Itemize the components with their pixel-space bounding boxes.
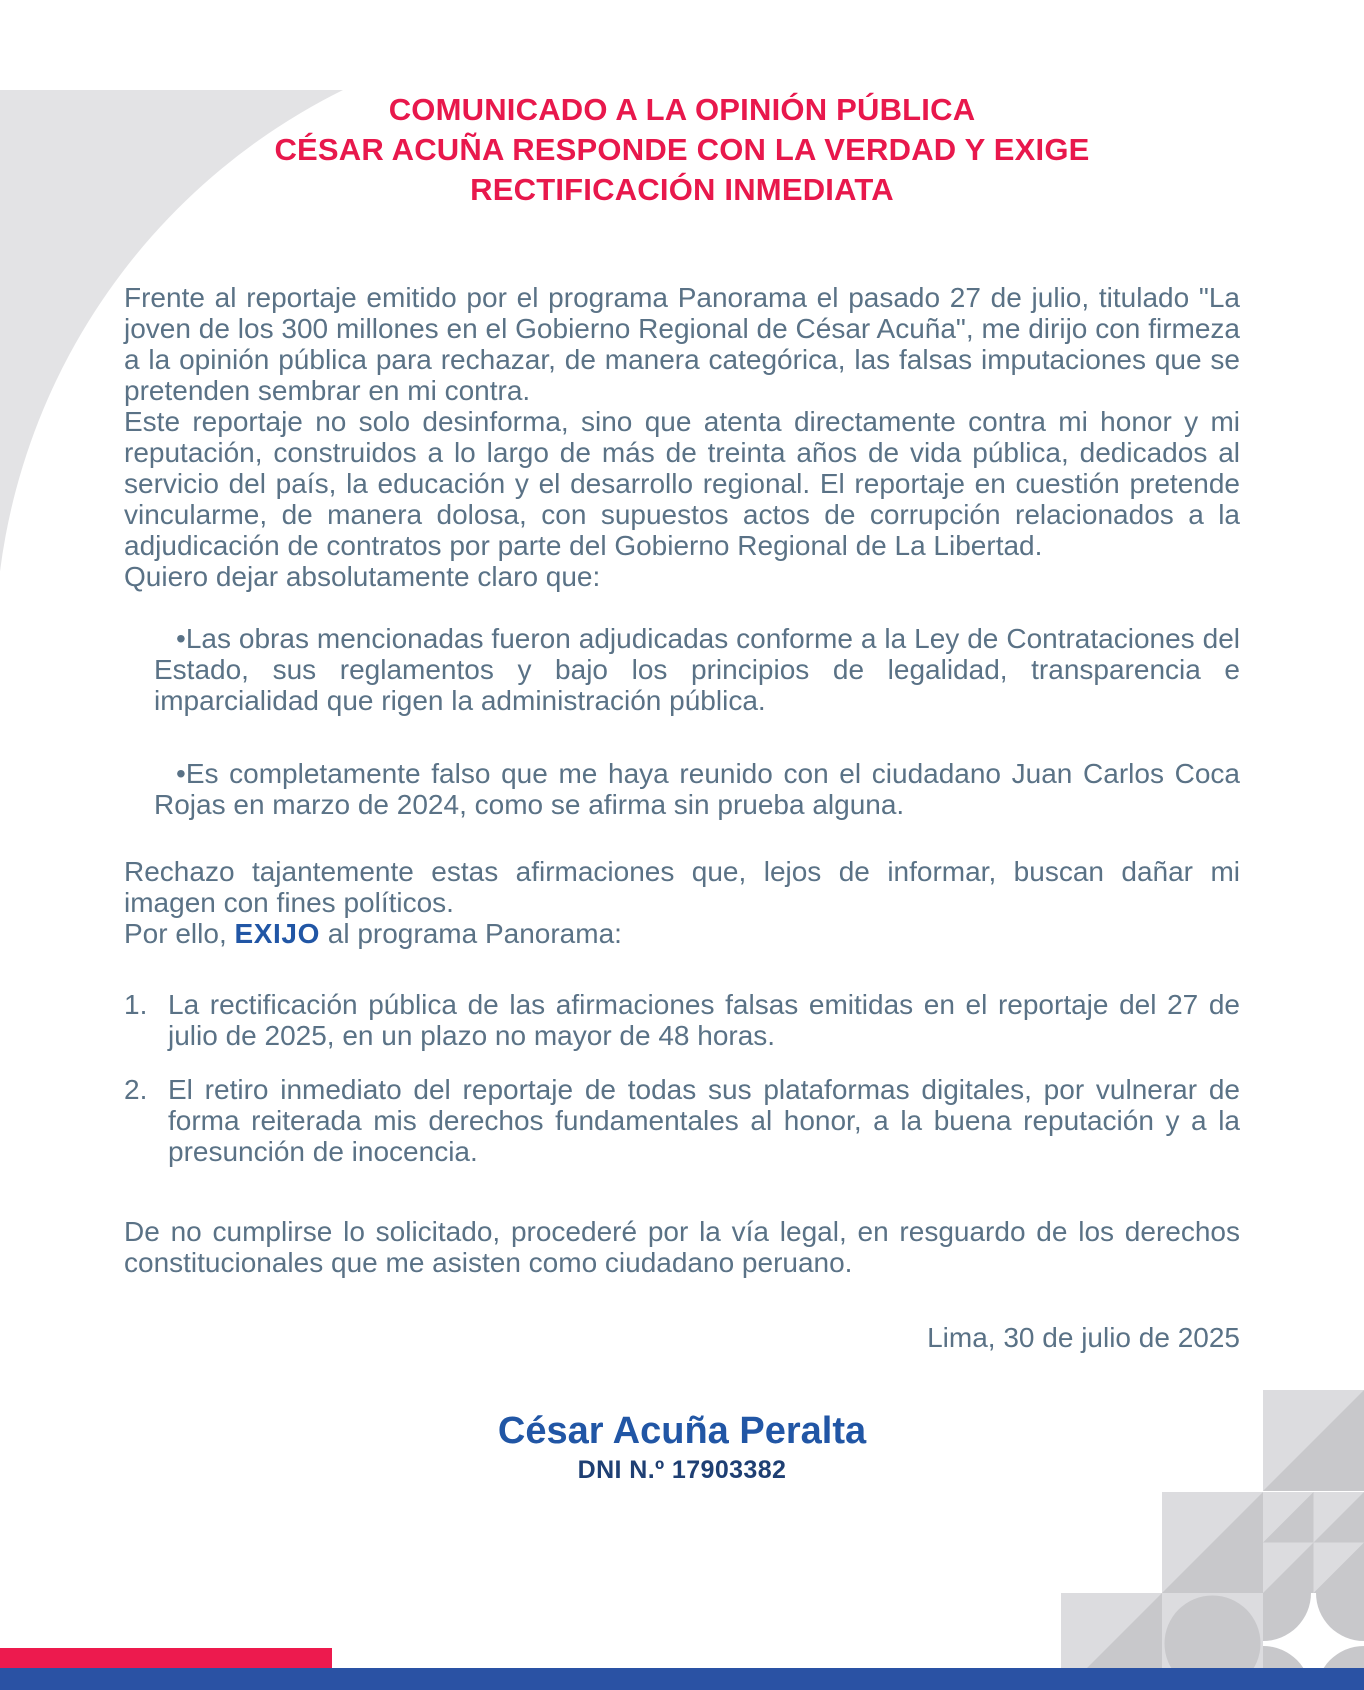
exijo-emphasis: EXIJO bbox=[235, 918, 320, 949]
item-number: 1. bbox=[124, 989, 168, 1051]
footer-blue-bar bbox=[0, 1668, 1364, 1690]
bullet-text: Es completamente falso que me haya reunido con el ciudadano Juan Carlos Coca Rojas en marzo de 2024, como se afirma sin prueba alguna. bbox=[154, 758, 1240, 820]
item-text: La rectificación pública de las afirmaciones falsas emitidas en el reportaje del 27 de julio de 2025, en un plazo no mayor de 48 horas. bbox=[168, 989, 1240, 1051]
paragraph-exijo bbox=[124, 918, 1240, 949]
document-body bbox=[124, 282, 1240, 1485]
paragraph-rechazo: Rechazo tajantemente estas afirmaciones que, lejos de informar, buscan dañar mi imagen con fines políticos. bbox=[124, 856, 1240, 918]
comunicado-document bbox=[0, 90, 1364, 1485]
item-number: 2. bbox=[124, 1074, 168, 1167]
bullet-marker: • bbox=[176, 758, 186, 789]
date-line: Lima, 30 de julio de 2025 bbox=[124, 1322, 1240, 1353]
footer-red-bar bbox=[0, 1648, 332, 1668]
title-line-1: COMUNICADO A LA OPINIÓN PÚBLICA bbox=[0, 90, 1364, 130]
demands-list bbox=[124, 989, 1240, 1167]
paragraph-claro-que: Quiero dejar absolutamente claro que: bbox=[124, 561, 1240, 592]
signature-dni: DNI N.º 17903382 bbox=[124, 1455, 1240, 1485]
title-line-2: CÉSAR ACUÑA RESPONDE CON LA VERDAD Y EXIGE bbox=[0, 130, 1364, 170]
document-title bbox=[0, 90, 1364, 210]
title-line-3: RECTIFICACIÓN INMEDIATA bbox=[0, 170, 1364, 210]
bullet-marker: • bbox=[176, 623, 186, 654]
item-text: El retiro inmediato del reportaje de todas sus plataformas digitales, por vulnerar de forma reiterada mis derechos fundamentales al honor, a la buena reputación y a la presunción de inocencia. bbox=[168, 1074, 1240, 1167]
paragraph-honor: Este reportaje no solo desinforma, sino que atenta directamente contra mi honor y mi reputación, construidos a lo largo de más de treinta años de vida pública, dedicados al servicio del país, la educación y el desarrollo regional. El reportaje en cuestión pretende vincularme, de manera dolosa, con supuestos actos de corrupción relacionados a la adjudicación de contratos por parte del Gobierno Regional de La Libertad. bbox=[124, 406, 1240, 561]
exijo-suffix: al programa Panorama: bbox=[320, 918, 622, 949]
rechazo-section bbox=[124, 856, 1240, 949]
bullet-item-reunion bbox=[124, 758, 1240, 820]
paragraph-closing: De no cumplirse lo solicitado, procederé por la vía legal, en resguardo de los derechos constitucionales que me asisten como ciudadano peruano. bbox=[124, 1216, 1240, 1278]
paragraph-intro: Frente al reportaje emitido por el programa Panorama el pasado 27 de julio, titulado "La joven de los 300 millones en el Gobierno Regional de César Acuña", me dirijo con firmeza a la opinión pública para rechazar, de manera categórica, las falsas imputaciones que se pretenden sembrar en mi contra. bbox=[124, 282, 1240, 406]
bullet-item-obras bbox=[124, 623, 1240, 716]
bullet-text: Las obras mencionadas fueron adjudicadas conforme a la Ley de Contrataciones del Estado, sus reglamentos y bajo los principios de legalidad, transparencia e imparcialidad que rigen la administración pública. bbox=[154, 623, 1240, 716]
signature-name: César Acuña Peralta bbox=[124, 1409, 1240, 1453]
list-item-retiro bbox=[124, 1074, 1240, 1167]
list-item-rectificacion bbox=[124, 989, 1240, 1051]
exijo-prefix: Por ello, bbox=[124, 918, 235, 949]
